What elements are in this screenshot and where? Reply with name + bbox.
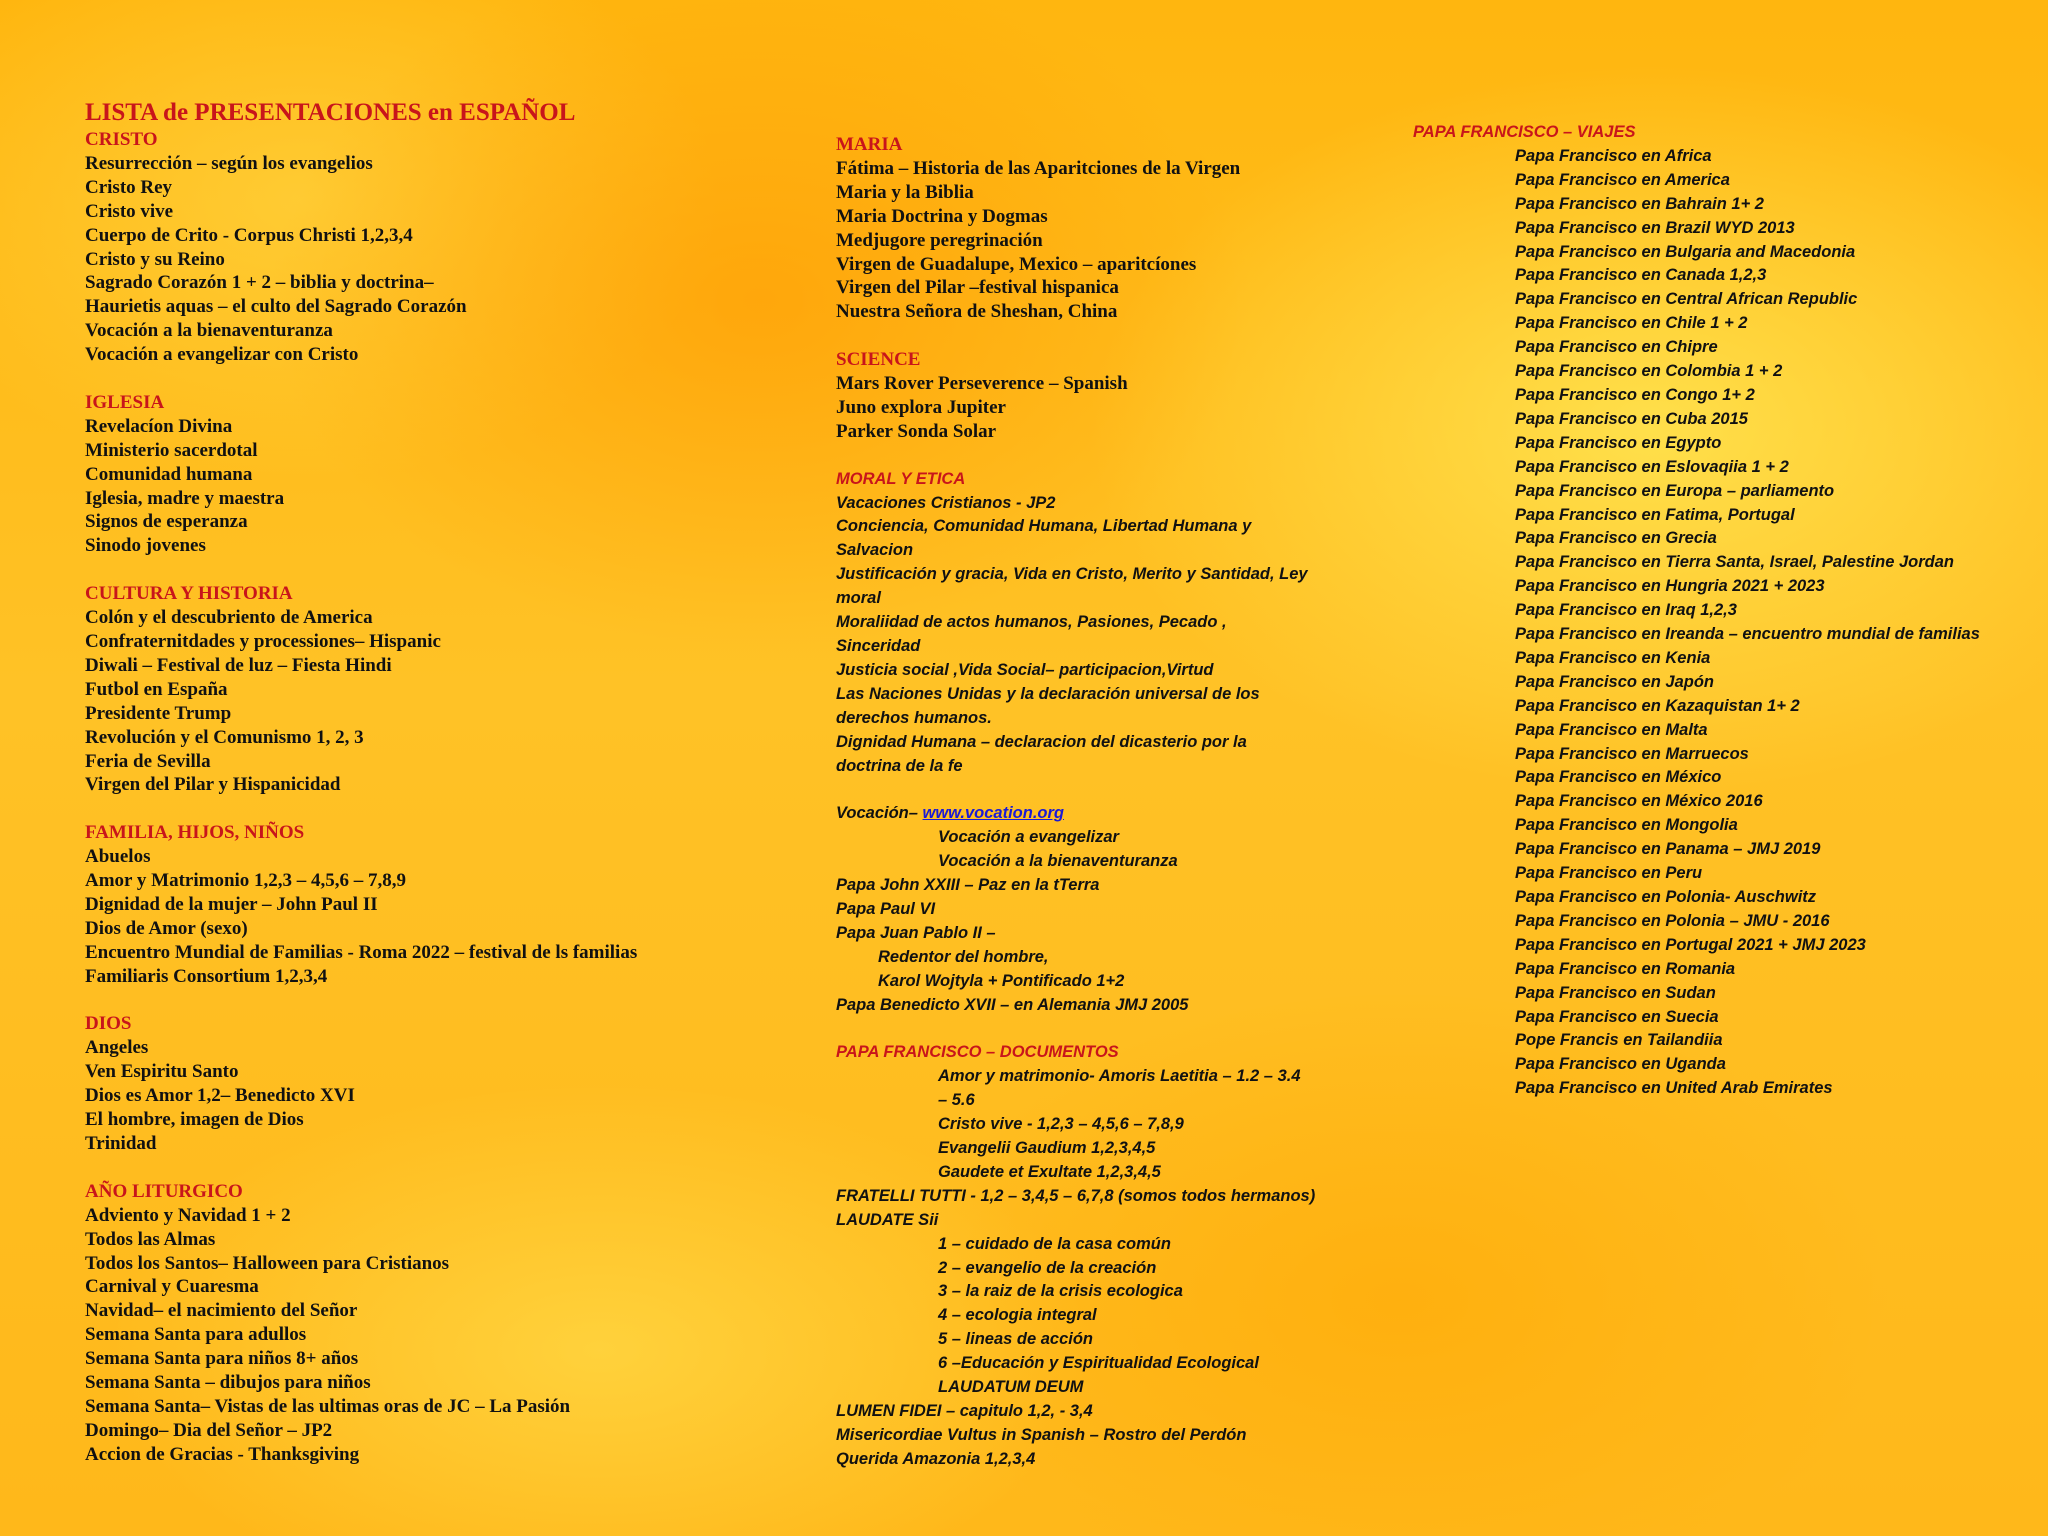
list-item: Papa Francisco en Polonia- Auschwitz [1515,888,1817,906]
list-item: Cristo vive - 1,2,3 – 4,5,6 – 7,8,9 [938,1115,1184,1134]
list-item: Papa Francisco en Chipre [1515,338,1718,357]
list-item: Papa Francisco en Bahrain 1+ 2 [1515,194,1764,213]
list-item: Papa Francisco en Chile 1 + 2 [1515,314,1748,333]
list-item: – 5.6 [938,1091,975,1110]
list-item: Accion de Gracias - Thanksgiving [85,1443,360,1465]
list-item: Fátima – Historia de las Aparitciones de la Virgen [836,157,1241,179]
list-item: Querida Amazonia 1,2,3,4 [836,1449,1036,1468]
list-item: Signos de esperanza [85,511,248,533]
list-item: Moraliidad de actos humanos, Pasiones, Pecado , [836,613,1227,632]
section-heading-docs: PAPA FRANCISCO – DOCUMENTOS [836,1043,1119,1062]
popes-list [836,874,1356,946]
fratelli-line: FRATELLI TUTTI - 1,2 – 3,4,5 – 6,7,8 (somos todos hermanos) [836,1186,1316,1205]
list-item: Domingo– Dia del Señor – JP2 [85,1419,333,1441]
list-item: Papa Francisco en Central African Republic [1515,290,1858,309]
list-item: Misericordiae Vultus in Spanish – Rostro del Perdón [836,1425,1247,1444]
list-item: Papa Francisco en Mongolia [1515,816,1738,835]
list-item: Papa Francisco en Europa – parliamento [1515,481,1835,500]
section-heading-liturgico: AÑO LITURGICO [85,1180,243,1202]
list-item: Salvacion [836,541,914,560]
list-item: Papa Francisco en Tierra Santa, Israel, Palestine Jordan [1515,553,1954,572]
list-item: Familiaris Consortium 1,2,3,4 [85,965,328,987]
list-item: El hombre, imagen de Dios [85,1109,304,1131]
list-item: Semana Santa para adullos [85,1324,307,1346]
list-item: Futbol en España [85,678,228,700]
list-item: Cristo Rey [85,176,173,198]
list-item: Resurrección – según los evangelios [85,152,373,174]
list-item: Semana Santa – dibujos para niños [85,1372,371,1394]
list-item: Papa Francisco en Egypto [1515,433,1722,452]
list-item: Vocación a evangelizar con Cristo [85,344,359,366]
list-item: Dios es Amor 1,2– Benedicto XVI [85,1085,355,1107]
list-item: Karol Wojtyla + Pontificado 1+2 [878,971,1125,990]
page-title: LISTA de PRESENTACIONES en ESPAÑOL [85,99,576,126]
list-item: Juno explora Jupiter [836,396,1006,418]
section-list-science [836,372,1356,444]
section-heading-iglesia: IGLESIA [85,391,165,413]
list-item: Papa Francisco en Peru [1515,864,1703,883]
list-item: Papa Francisco en Canada 1,2,3 [1515,266,1767,285]
section-list-maria [836,157,1356,324]
list-item: Cristo vive [85,200,174,222]
list-item: Cuerpo de Crito - Corpus Christi 1,2,3,4 [85,224,413,246]
section-heading-maria: MARIA [836,134,903,155]
list-item: Papa Francisco en Ireanda – encuentro mundial de familias [1515,625,1980,644]
list-item: Vocación a la bienaventuranza [85,320,333,342]
list-item: Amor y matrimonio- Amoris Laetitia – 1.2 – 3.4 [938,1067,1301,1086]
list-item: 5 – lineas de acción [938,1330,1093,1349]
list-item: Navidad– el nacimiento del Señor [85,1300,358,1322]
section-heading-moral: MORAL Y ETICA [836,469,966,488]
list-item: Papa Francisco en Colombia 1 + 2 [1515,362,1783,381]
list-item: Papa Francisco en Grecia [1515,529,1717,548]
laudate-list [836,1233,1356,1400]
list-item: LAUDATUM DEUM [938,1378,1084,1397]
list-item: doctrina de la fe [836,756,963,775]
list-item: Carnival y Cuaresma [85,1276,259,1298]
list-item: moral [836,589,881,608]
list-item: Sagrado Corazón 1 + 2 – biblia y doctrina– [85,272,434,294]
list-item: Virgen de Guadalupe, Mexico – aparitcíones [836,253,1197,275]
list-item: Trinidad [85,1133,157,1154]
list-item: Papa Juan Pablo II – [836,923,996,942]
list-item: Haurietis aquas – el culto del Sagrado Corazón [85,296,467,318]
vocacion-list [836,826,1356,874]
list-item: 3 – la raiz de la crisis ecologica [938,1282,1183,1301]
list-item: Adviento y Navidad 1 + 2 [85,1204,291,1226]
list-item: LUMEN FIDEI – capitulo 1,2, - 3,4 [836,1401,1093,1420]
list-item: Sinodo jovenes [85,535,206,557]
list-item: Papa Francisco en Uganda [1515,1055,1726,1074]
list-item: Papa Francisco en Kazaquistan 1+ 2 [1515,696,1800,715]
vocation-link[interactable]: www.vocation.org [922,804,1064,823]
section-list-cultura [85,606,825,797]
list-item: Conciencia, Comunidad Humana, Libertad Humana y [836,517,1252,536]
column-middle [836,133,1356,1472]
list-item: Justificación y gracia, Vida en Cristo, Merito y Santidad, Ley [836,565,1308,584]
list-item: Encuentro Mundial de Familias - Roma 2022 – festival de ls familias [85,941,638,963]
section-heading-cultura: CULTURA Y HISTORIA [85,583,293,605]
list-item: Diwali – Festival de luz – Fiesta Hindi [85,654,392,676]
list-item: Papa Francisco en Hungria 2021 + 2023 [1515,577,1825,596]
list-item: Papa Francisco en Sudan [1515,983,1716,1002]
column-left [85,98,825,1467]
list-item: Todos las Almas [85,1228,216,1250]
list-item: Virgen del Pilar y Hispanicidad [85,774,341,796]
section-heading-viajes: PAPA FRANCISCO – VIAJES [1413,123,1636,141]
jp2-list [836,946,1356,994]
vocacion-label: Vocación– [836,804,923,823]
list-item: Cristo y su Reino [85,248,225,270]
list-item: Sinceridad [836,637,921,655]
list-item: Gaudete et Exultate 1,2,3,4,5 [938,1162,1161,1181]
list-item: Papa Francisco en Suecia [1515,1007,1719,1026]
list-item: Papa Paul VI [836,899,936,918]
list-item: Papa Francisco en Marruecos [1515,744,1749,763]
list-item: Papa Francisco en Fatima, Portugal [1515,505,1795,524]
list-item: Las Naciones Unidas y la declaración universal de los [836,684,1260,703]
list-item: Papa Francisco en Japón [1515,672,1714,691]
list-item: Mars Rover Perseverence – Spanish [836,373,1128,395]
section-list-dios [85,1036,825,1156]
list-item: Amor y Matrimonio 1,2,3 – 4,5,6 – 7,8,9 [85,870,407,892]
list-item: Parker Sonda Solar [836,420,997,442]
tail-list [836,1400,1356,1472]
list-item: Papa Francisco en United Arab Emirates [1515,1079,1833,1098]
section-heading-dios: DIOS [85,1013,132,1035]
list-item: Papa Francisco en Polonia – JMU - 2016 [1515,911,1830,930]
list-item: Redentor del hombre, [878,947,1049,966]
list-item: Dignidad de la mujer – John Paul II [85,893,378,915]
list-item: Papa Francisco en Romania [1515,959,1736,978]
section-list-docs [836,1065,1356,1185]
list-item: Maria y la Biblia [836,181,974,203]
list-item: Revolución y el Comunismo 1, 2, 3 [85,726,364,748]
list-item: Papa Francisco en Bulgaria and Macedonia [1515,242,1856,261]
list-item: Maria Doctrina y Dogmas [836,205,1048,227]
list-item: Papa Francisco en Iraq 1,2,3 [1515,601,1737,620]
list-item: Papa Francisco en México [1515,768,1722,787]
list-item: Papa Francisco en Brazil WYD 2013 [1515,218,1795,237]
list-item: Comunidad humana [85,463,253,485]
column-right [1413,121,2033,1101]
list-item: Justicia social ,Vida Social– participacion,Virtud [836,660,1214,679]
section-list-familia [85,845,825,988]
list-item: Dignidad Humana – declaracion del dicasterio por la [836,732,1247,751]
list-item: Papa Francisco en Kenia [1515,648,1711,667]
list-item: Papa John XXIII – Paz en la tTerra [836,876,1100,895]
list-item: 4 – ecologia integral [938,1306,1097,1325]
list-item: Angeles [85,1037,149,1059]
list-item: Evangelii Gaudium 1,2,3,4,5 [938,1139,1156,1157]
list-item: 6 –Educación y Espiritualidad Ecological [938,1354,1259,1373]
list-item: derechos humanos. [836,708,992,727]
list-item: 2 – evangelio de la creación [938,1258,1157,1277]
list-item: Vocación a evangelizar [938,828,1119,847]
list-item: Papa Francisco en Malta [1515,720,1708,739]
list-item: Presidente Trump [85,702,232,724]
list-item: Virgen del Pilar –festival hispanica [836,277,1119,299]
list-item: Semana Santa para niños 8+ años [85,1348,359,1370]
list-item: Ven Espiritu Santo [85,1061,239,1083]
list-item: Papa Francisco en Cuba 2015 [1515,409,1748,428]
list-item: Iglesia, madre y maestra [85,487,285,509]
section-heading-science: SCIENCE [836,349,921,371]
list-item: Papa Francisco en Eslovaqiia 1 + 2 [1515,457,1789,476]
list-item: Papa Francisco en México 2016 [1515,792,1763,811]
list-item: Papa Francisco en Congo 1+ 2 [1515,385,1755,404]
list-item: Papa Francisco en Portugal 2021 + JMJ 2023 [1515,935,1866,954]
section-list-liturgico [85,1204,825,1467]
section-heading-cristo: CRISTO [85,129,158,150]
list-item: Pope Francis en Tailandiia [1515,1031,1723,1050]
list-item: 1 – cuidado de la casa común [938,1234,1171,1253]
benedicto-line: Papa Benedicto XVII – en Alemania JMJ 2005 [836,995,1189,1014]
list-item: Papa Francisco en Panama – JMJ 2019 [1515,840,1821,859]
section-list-iglesia [85,415,825,558]
list-item: Medjugore peregrinación [836,229,1043,251]
laudate-line: LAUDATE Sii [836,1210,939,1229]
list-item: Papa Francisco en America [1515,170,1730,189]
list-item: Revelacíon Divina [85,415,233,437]
section-list-moral [836,492,1356,779]
list-item: Colón y el descubriento de America [85,607,373,629]
list-item: Dios de Amor (sexo) [85,917,248,939]
list-item: Ministerio sacerdotal [85,439,258,461]
list-item: Feria de Sevilla [85,750,211,772]
section-heading-familia: FAMILIA, HIJOS, NIÑOS [85,822,305,844]
list-item: Abuelos [85,846,151,868]
section-list-viajes [1413,145,2033,1101]
list-item: Vocación a la bienaventuranza [938,852,1178,871]
list-item: Confraternitdades y processiones– Hispanic [85,631,441,652]
list-item: Semana Santa– Vistas de las ultimas oras de JC – La Pasión [85,1395,571,1417]
list-item: Papa Francisco en Africa [1515,146,1712,165]
vocacion-line [836,802,1356,826]
list-item: Todos los Santos– Halloween para Cristianos [85,1252,450,1274]
list-item: Nuestra Señora de Sheshan, China [836,301,1118,323]
section-list-cristo [85,152,825,367]
list-item: Vacaciones Cristianos - JP2 [836,493,1056,512]
